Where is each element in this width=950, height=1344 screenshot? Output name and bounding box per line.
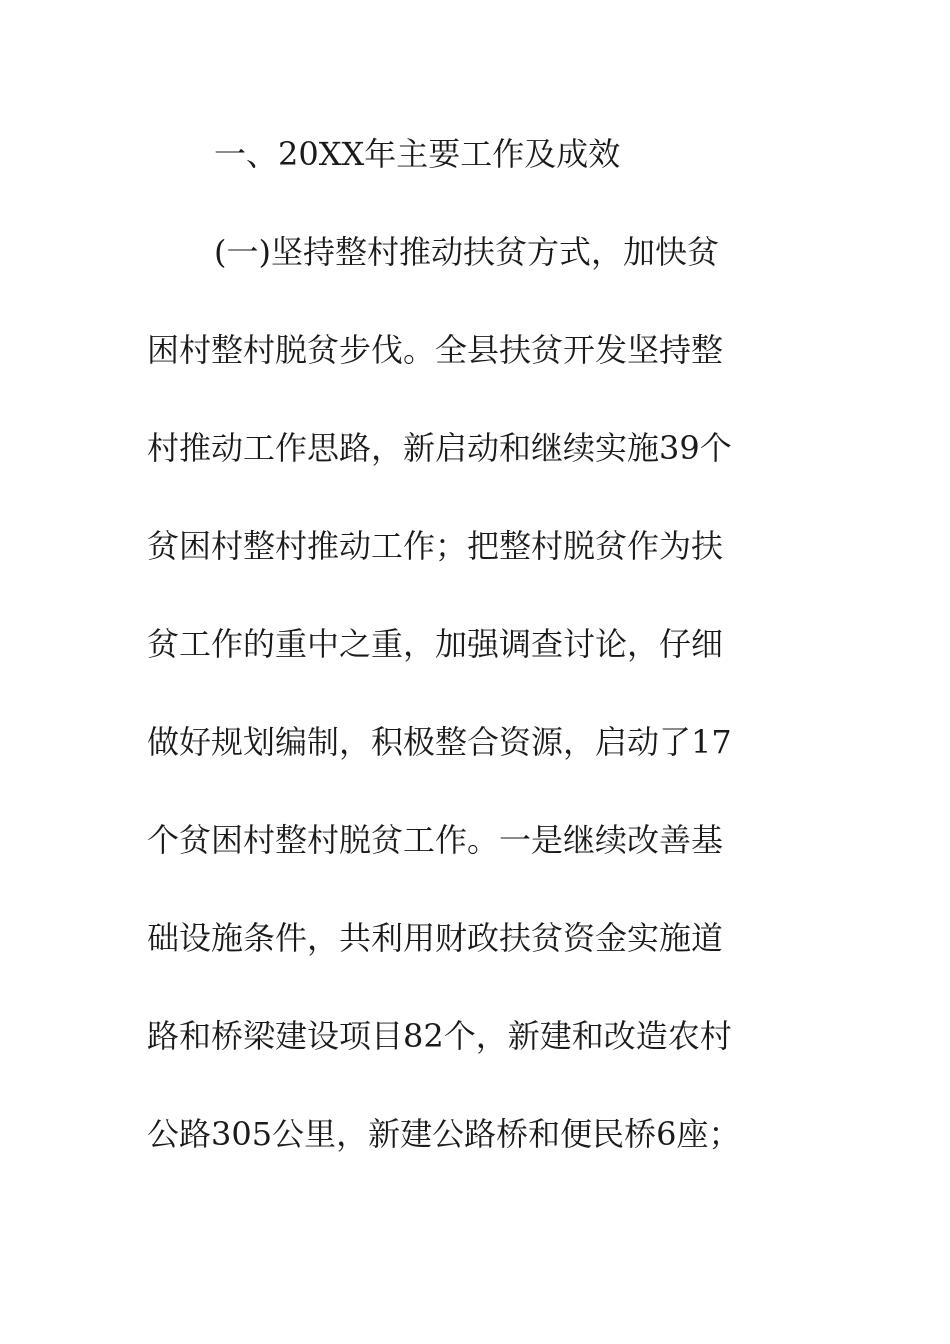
paragraph-line: 公路305公里，新建公路桥和便民桥6座； xyxy=(147,1115,741,1153)
section-heading: 一、20XX年主要工作及成效 xyxy=(214,135,621,173)
paragraph-line: 础设施条件，共利用财政扶贫资金实施道 xyxy=(147,919,724,957)
paragraph-line: 贫困村整村推动工作；把整村脱贫作为扶 xyxy=(147,527,724,565)
paragraph-line: 困村整村脱贫步伐。全县扶贫开发坚持整 xyxy=(147,331,724,369)
paragraph-line: (一)坚持整村推动扶贫方式，加快贫 xyxy=(214,233,719,271)
paragraph-line: 村推动工作思路，新启动和继续实施39个 xyxy=(147,429,732,467)
paragraph-line: 做好规划编制，积极整合资源，启动了17 xyxy=(147,723,732,761)
paragraph-line: 路和桥梁建设项目82个，新建和改造农村 xyxy=(147,1017,732,1055)
paragraph-line: 贫工作的重中之重，加强调查讨论，仔细 xyxy=(147,625,724,663)
paragraph-line: 个贫困村整村脱贫工作。一是继续改善基 xyxy=(147,821,724,859)
